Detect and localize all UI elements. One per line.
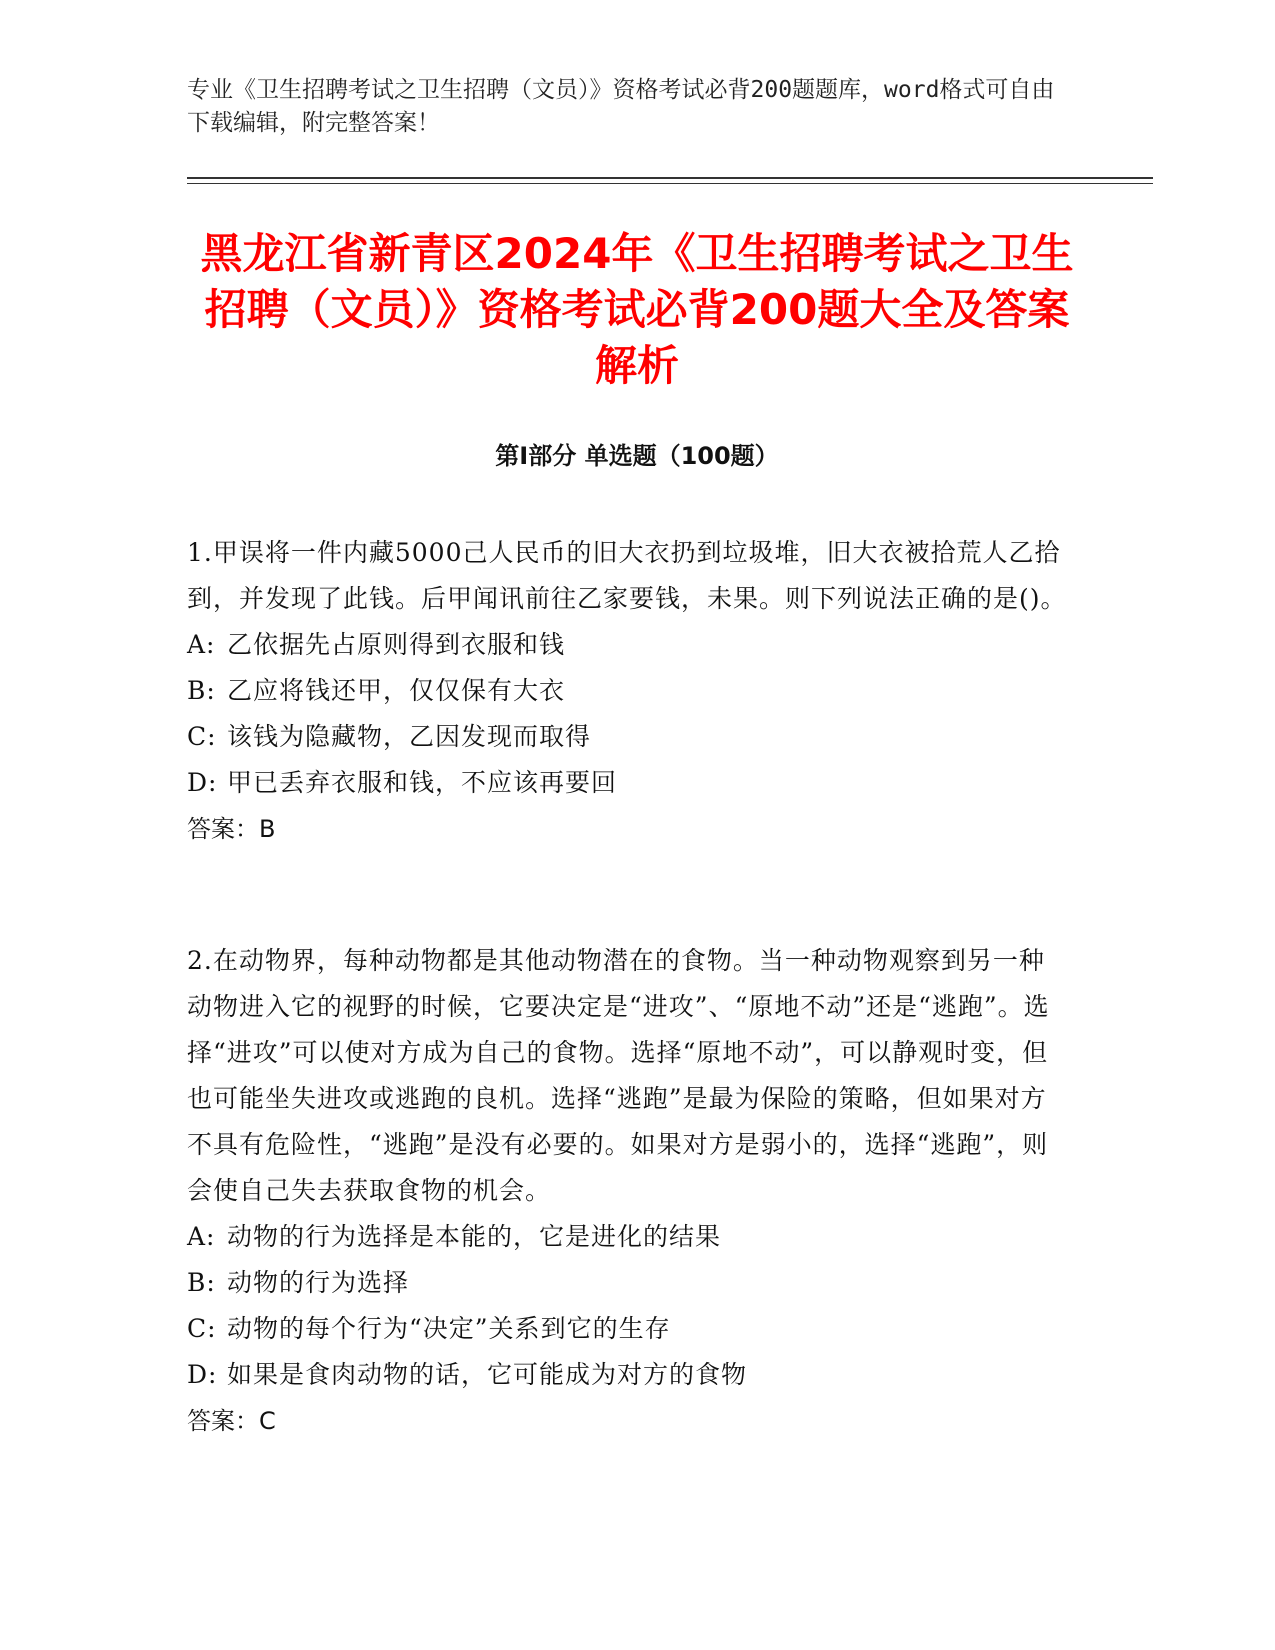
option-key: D:	[187, 768, 218, 797]
option-d	[187, 1352, 1067, 1398]
option-key: B:	[187, 676, 216, 705]
document-title: 黑龙江省新青区2024年《卫生招聘考试之卫生招聘（文员）》资格考试必背200题大全及答案解析	[200, 229, 1074, 390]
option-key: C:	[187, 1314, 217, 1343]
option-b	[187, 1260, 1067, 1306]
question-2	[187, 938, 1067, 1444]
option-b	[187, 668, 1067, 714]
header-rule-thin	[187, 183, 1153, 184]
option-key: B:	[187, 1268, 216, 1297]
question-stem: 2.在动物界，每种动物都是其他动物潜在的食物。当一种动物观察到另一种动物进入它的视野的时候，它要决定是“进攻”、“原地不动”还是“逃跑”。选择“进攻”可以使对方成为自己的食物。选择“原地不动”，可以静观时变，但也可能坐失进攻或逃跑的良机。选择“逃跑”是最为保险的策略，但如果对方不具有危险性，“逃跑”是没有必要的。如果对方是弱小的，选择“逃跑”，则会使自己失去获取食物的机会。	[187, 946, 1050, 1205]
option-text: 如果是食肉动物的话，它可能成为对方的食物	[227, 1360, 748, 1389]
option-key: D:	[187, 1360, 218, 1389]
option-key: A:	[187, 630, 216, 659]
option-text: 动物的行为选择是本能的，它是进化的结果	[227, 1222, 722, 1251]
option-text: 动物的每个行为“决定”关系到它的生存	[227, 1314, 671, 1343]
option-text: 动物的行为选择	[227, 1268, 410, 1297]
header-note: 专业《卫生招聘考试之卫生招聘（文员）》资格考试必背200题题库，word格式可自由下载编辑，附完整答案！	[187, 77, 1055, 136]
option-text: 该钱为隐藏物，乙因发现而取得	[227, 722, 592, 751]
question-1	[187, 530, 1067, 852]
option-a	[187, 1214, 1067, 1260]
option-key: A:	[187, 1222, 216, 1251]
answer: 答案：C	[187, 1407, 276, 1435]
question-stem: 1.甲误将一件内藏5000己人民币的旧大衣扔到垃圾堆，旧大衣被拾荒人乙拾到，并发现了此钱。后甲闻讯前往乙家要钱，未果。则下列说法正确的是()。	[187, 538, 1067, 613]
answer: 答案：B	[187, 815, 276, 843]
option-text: 甲已丢弃衣服和钱，不应该再要回	[227, 768, 618, 797]
option-text: 乙应将钱还甲，仅仅保有大衣	[227, 676, 566, 705]
option-text: 乙依据先占原则得到衣服和钱	[227, 630, 566, 659]
header-rule-thick	[187, 177, 1153, 179]
option-c	[187, 1306, 1067, 1352]
option-key: C:	[187, 722, 217, 751]
option-c	[187, 714, 1067, 760]
option-d	[187, 760, 1067, 806]
option-a	[187, 622, 1067, 668]
section-heading: 第Ⅰ部分 单选题（100题）	[495, 442, 779, 470]
